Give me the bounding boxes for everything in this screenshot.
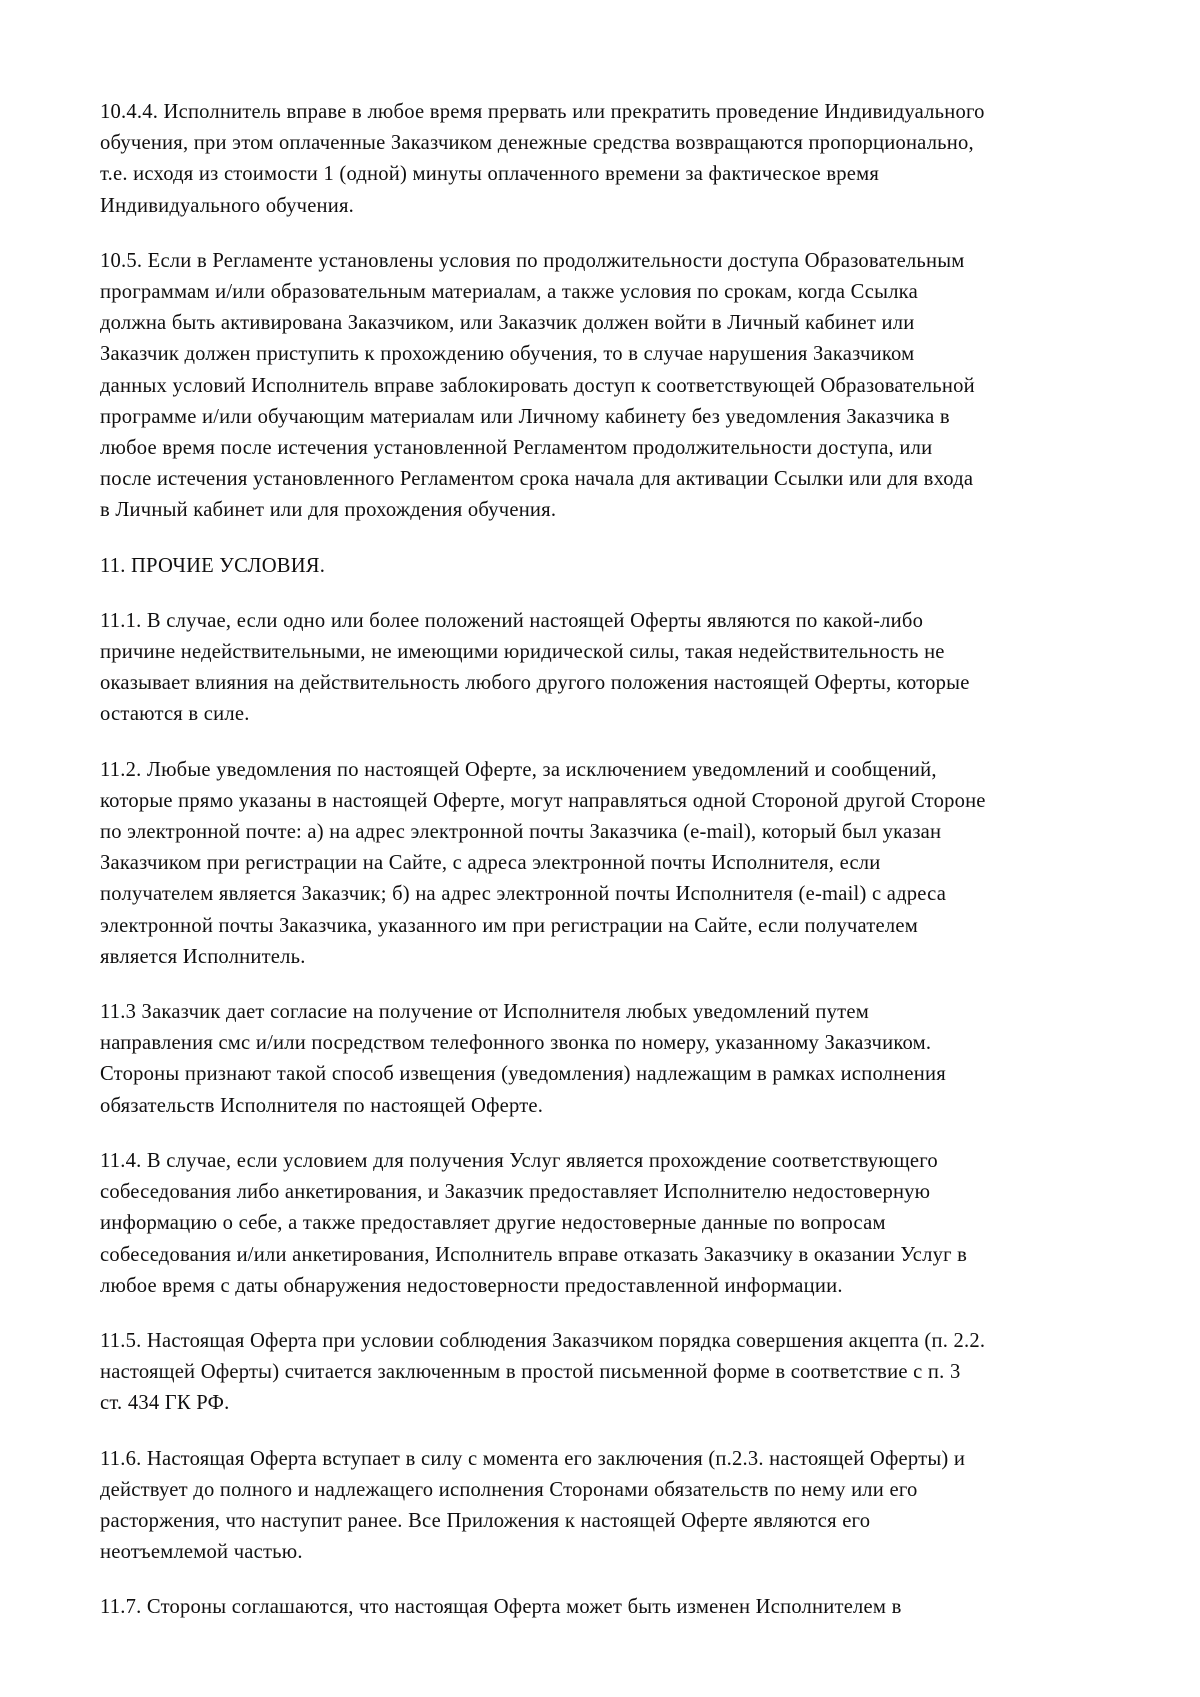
document-text-body	[100, 97, 986, 1624]
clause-paragraph-11-2: 11.2. Любые уведомления по настоящей Оферте, за исключением уведомлений и сообщений, которые прямо указаны в настоящей Оферте, могут направляться одной Стороной другой Стороне по электронной почте: а) на адрес электронной почты Заказчика (e-mail), который был указан Заказчиком при регистрации на Сайте, с адреса электронной почты Исполнителя, если получателем является Заказчик; б) на адрес электронной почты Исполнителя (e-mail) с адреса электронной почты Заказчика, указанного им при регистрации на Сайте, если получателем является Исполнитель.	[100, 758, 986, 968]
clause-paragraph-11-3: 11.3 Заказчик дает согласие на получение от Исполнителя любых уведомлений путем направления смс и/или посредством телефонного звонка по номеру, указанному Заказчиком. Стороны признают такой способ извещения (уведомления) надлежащим в рамках исполнения обязательств Исполнителя по настоящей Оферте.	[100, 1001, 946, 1117]
clause-paragraph-11-6: 11.6. Настоящая Оферта вступает в силу с момента его заключения (п.2.3. настоящей Оферты) и действует до полного и надлежащего исполнения Сторонами обязательств по нему или его расторжения, что наступит ранее. Все Приложения к настоящей Оферте являются его неотъемлемой частью.	[100, 1447, 966, 1564]
clause-paragraph-11-1: 11.1. В случае, если одно или более положений настоящей Оферты являются по какой-либо причине недействительными, не имеющими юридической силы, такая недействительность не оказывает влияния на действительность любого другого положения настоящей Оферты, которые остаются в силе.	[100, 609, 970, 726]
clause-paragraph-10-5: 10.5. Если в Регламенте установлены условия по продолжительности доступа Образовательным программам и/или образовательным материалам, а также условия по срокам, когда Ссылка должна быть активирована Заказчиком, или Заказчик должен войти в Личный кабинет или Заказчик должен приступить к прохождению обучения, то в случае нарушения Заказчиком данных условий Исполнитель вправе заблокировать доступ к соответствующей Образовательной программе и/или обучающим материалам или Личному кабинету без уведомления Заказчика в любое время после истечения установленной Регламентом продолжительности доступа, или после истечения установленного Регламентом срока начала для активации Ссылки или для входа в Личный кабинет или для прохождения обучения.	[100, 249, 975, 522]
clause-paragraph-11-5: 11.5. Настоящая Оферта при условии соблюдения Заказчиком порядка совершения акцепта (п. 2.2. настоящей Оферты) считается заключенным в простой письменной форме в соответствие с п. 3 ст. 434 ГК РФ.	[100, 1329, 986, 1415]
clause-paragraph-10-4-4: 10.4.4. Исполнитель вправе в любое время прервать или прекратить проведение Индивидуального обучения, при этом оплаченные Заказчиком денежные средства возвращаются пропорционально, т.е. исходя из стоимости 1 (одной) минуты оплаченного времени за фактическое время Индивидуального обучения.	[100, 101, 985, 217]
section-heading-11: 11. ПРОЧИЕ УСЛОВИЯ.	[100, 554, 326, 577]
clause-paragraph-11-4: 11.4. В случае, если условием для получения Услуг является прохождение соответствующего собеседования либо анкетирования, и Заказчик предоставляет Исполнителю недостоверную информацию о себе, а также предоставляет другие недостоверные данные по вопросам собеседования и/или анкетирования, Исполнитель вправе отказать Заказчику в оказании Услуг в любое время с даты обнаружения недостоверности предоставленной информации.	[100, 1149, 968, 1297]
clause-paragraph-11-7: 11.7. Стороны соглашаются, что настоящая Оферта может быть изменен Исполнителем в	[100, 1596, 902, 1619]
